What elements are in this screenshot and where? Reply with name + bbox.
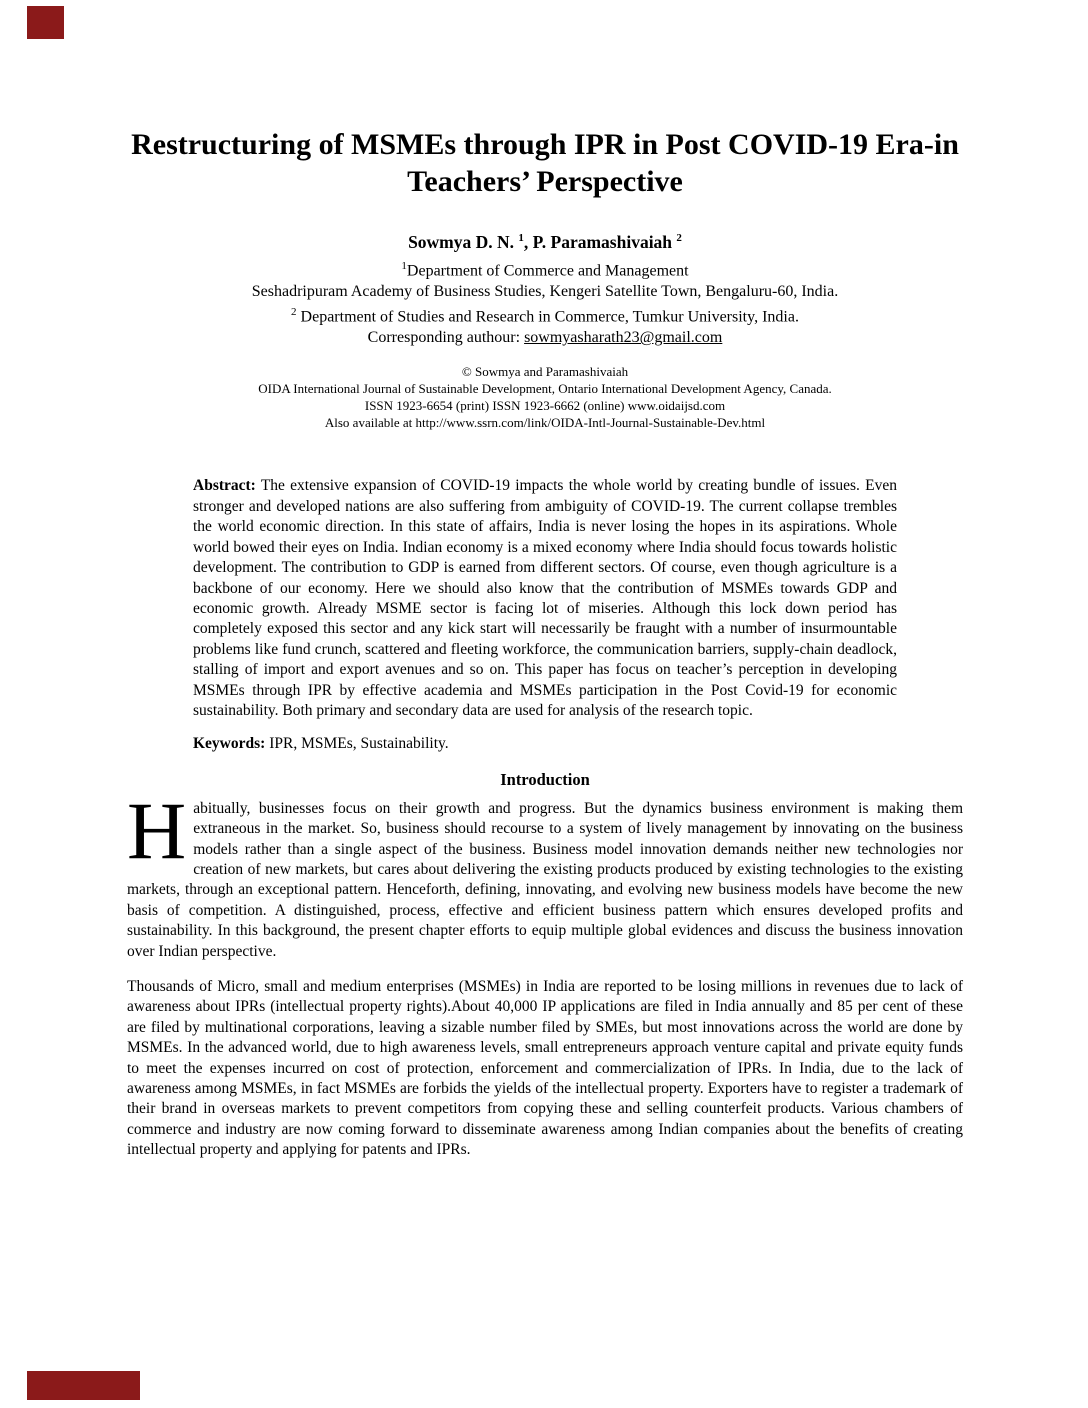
introduction-paragraph-1-text: abitually, businesses focus on their growth and progress. But the dynamics business environment is making them extraneous in the market. So, business should recourse to a system of lively management by innovating on the business models rather than a single aspect of the business. Business model innovation demands neither new technologies nor creation of new markets, but cares about delivering the existing products produced by existing technologies to the existing markets, through an exceptional pattern. Henceforth, defining, innovating, and evolving new business models have become the new basis of competition. A distinguished, process, effective and efficient business pattern which ensures developed profits and sustainability. In this background, the present chapter efforts to equip multiple global evidences and discuss the business innovation over Indian perspective. [127, 799, 963, 960]
copyright-line: © Sowmya and Paramashivaiah [461, 364, 629, 380]
abstract-paragraph [193, 476, 897, 721]
affiliation-1-superscript: 1 [401, 259, 407, 272]
corner-mark-top [27, 6, 64, 39]
authors-line [127, 227, 963, 253]
abstract-text: The extensive expansion of COVID-19 impacts the whole world by creating bundle of issues. Even stronger and developed nations are also suffering from ambiguity of COVID-19. The current collapse trembles the world economic direction. In this state of affairs, India is never losing the hopes in its aspirations. Whole world bowed their eyes on India. Indian economy is a mixed economy where India should focus towards holistic development. The contribution to GDP is earned from different sectors. Of course, even though agriculture is a backbone of our economy. Here we should also know that the contribution of MSMEs towards GDP and economic growth. Already MSME sector is facing lot of miseries. Although this lock down period has completely exposed this sector and any kick start will necessarily be fraught with a number of insurmountable problems like fund crunch, scattered and fleeting workforce, the communication barriers, supply-chain deadlock, stalling of import and export avenues and so on. This paper has focus on teacher’s perception in developing MSMEs through IPR by effective academia and MSMEs participation in the Post Covid-19 for economic sustainability. Both primary and secondary data are used for analysis of the research topic. [193, 477, 897, 719]
paper-title-line1: Restructuring of MSMEs through IPR in Post COVID-19 Era-in [131, 128, 959, 161]
authors-separator: , [523, 231, 533, 252]
keywords-text: IPR, MSMEs, Sustainability. [265, 735, 449, 753]
abstract-label: Abstract: [193, 477, 256, 495]
content-column [127, 0, 963, 1161]
dropcap-letter: H [127, 784, 187, 876]
keywords-line [193, 734, 897, 754]
corresponding-author-line [127, 327, 963, 348]
affiliation-2-superscript: 2 [291, 306, 297, 319]
author-2-name: P. Paramashivaiah [532, 231, 677, 252]
affiliation-1-text: Department of Commerce and Management [406, 262, 689, 280]
introduction-heading: Introduction [500, 769, 590, 789]
paper-title-line2: Teachers’ Perspective [407, 165, 683, 198]
introduction-paragraph-1 [127, 784, 963, 962]
keywords-label: Keywords: [193, 735, 266, 753]
issn-line: ISSN 1923-6654 (print) ISSN 1923-6662 (online) www.oidaijsd.com [364, 398, 726, 414]
author-1-superscript: 1 [518, 232, 524, 244]
author-1-name: Sowmya D. N. [408, 231, 519, 252]
affiliation-institution-1: Seshadripuram Academy of Business Studies, Kengeri Satellite Town, Bengaluru-60, India. [251, 283, 839, 301]
affiliation-department-1 [127, 256, 963, 281]
availability-line: Also available at http://www.ssrn.com/link/OIDA-Intl-Journal-Sustainable-Dev.html [324, 415, 766, 431]
affiliation-2-text: Department of Studies and Research in Commerce, Tumkur University, India. [296, 308, 799, 326]
paper-title [127, 126, 963, 200]
corresponding-author-label: Corresponding authour: [367, 329, 525, 347]
corresponding-author-email-link[interactable]: sowmyasharath23@gmail.com [524, 329, 723, 347]
affiliation-department-2 [127, 302, 963, 327]
journal-imprint-block [127, 363, 963, 431]
corner-mark-bottom [27, 1371, 140, 1400]
author-2-superscript: 2 [676, 232, 682, 244]
journal-name-line: OIDA International Journal of Sustainable Development, Ontario International Development Agency, Canada. [258, 381, 832, 397]
introduction-paragraph-2: Thousands of Micro, small and medium enterprises (MSMEs) in India are reported to be losing millions in revenues due to lack of awareness about IPRs (intellectual property rights).About 40,000 IP applications are filed in India annually and 85 per cent of these are filed by multinational corporations, leaving a sizable number filed by SMEs, but most innovations across the world are done by MSMEs. In the advanced world, due to high awareness levels, small entrepreneurs approach venture capital and private equity funds to meet the expenses incurred on cost of protection, enforcement and commercialization of IPRs. In India, due to the lack of awareness among MSMEs, in fact MSMEs are forbids the yields of the intellectual property. Exporters have to register a trademark of their brand in overseas markets to prevent competitors from copying these and selling counterfeit products. Various chambers of commerce and industry are now coming forward to disseminate awareness among Indian companies about the benefits of creating intellectual property and applying for patents and IPRs. [127, 978, 963, 1159]
